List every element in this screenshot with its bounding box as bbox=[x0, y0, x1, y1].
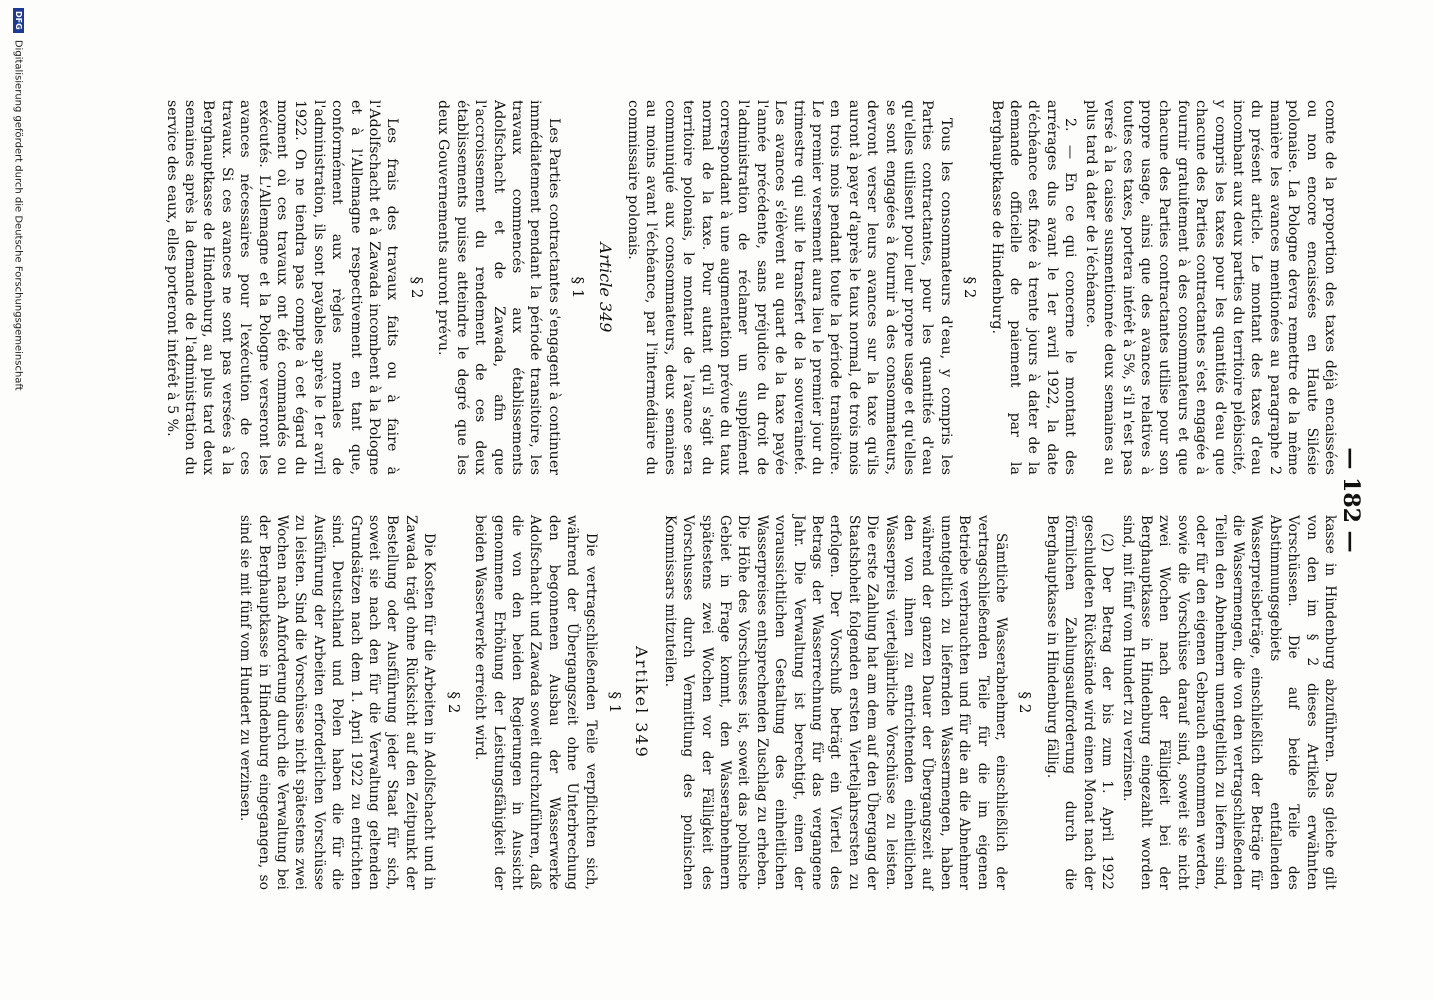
french-article-heading: Article 349 bbox=[595, 242, 615, 333]
french-intro-paragraph: comte de la proportion des taxes déjà encaissées ou non encore encaissées en Haute Silésie polonaise. La Pologne devra remettre de la même manière les avances mentionées au paragraphe 2 du présent article. Le montant des taxes d'eau incombant aux deux parties du territoire plébiscité, y compris les taxes pour les quantités d'eau que chacune des Parties contractantes s'est engagée à fournir gratuitement à des consommateurs et que chacune des Parties contractantes utilise pour son propre usage, ainsi que des avances relatives à toutes ces taxes, portera intérêt à 5%, s'il n'est pas versé à la caisse susmentionnée deux semaines au plus tard à dater de l'échéance. bbox=[1082, 100, 1338, 475]
french-column bbox=[160, 100, 1339, 475]
french-article-section-1-heading: § 1 bbox=[569, 276, 588, 299]
german-paragraph-2: (2) Der Betrag der bis zum 1. April 1922 geschuldeten Rückstände wird einen Monat nach der förmlichen Zahlungsaufforderung durch die Berghauptkasse in Hindenburg fällig. bbox=[1043, 515, 1116, 890]
german-article-heading: Artikel 349 bbox=[632, 646, 652, 759]
german-article-section-1-text: Die vertragschließenden Teile verpflichten sich, während der Übergangszeit ohne Unterbrechung den begonnenen Ausbau der Wasserwerke Adolfschacht und Zawada soweit durchzuführen, daß die von den beiden Regierungen in Aussicht genommene Erhöhung der Leistungsfähigkeit der beiden Wasserwerke erreicht wird. bbox=[472, 515, 599, 890]
german-section-2-heading: § 2 bbox=[1016, 691, 1035, 714]
german-article-section-2-heading: § 2 bbox=[444, 691, 463, 714]
page-number: — 182 — bbox=[1338, 447, 1364, 553]
german-article-section-2-text: Die Kosten für die Arbeiten in Adolfschacht und in Zawada trägt ohne Rücksicht auf den Zeitpunkt der Bestellung oder Ausführung jeder Staat für sich, soweit sie nach den für die Verwaltung geltenden Grundsätzen nach dem 1. April 1922 zu entrichten sind. Deutschland und Polen haben die für die Ausführung der Arbeiten erforderlichen Vorschüsse zu leisten. Sind die Vorschüsse nicht spätestens zwei Wochen nach Anforderung durch die Verwaltung bei der Berghauptkasse in Hindenburg eingegangen, so sind sie mit fünf vom Hundert zu verzinsen. bbox=[237, 515, 438, 890]
french-paragraph-2: 2. — En ce qui concerne le montant des arrérages dus avant le 1er avril 1922, la date d'échéance est fixée à trente jours à dater de la demande officielle de paiement par la Berghauptkasse de Hindenburg. bbox=[988, 100, 1079, 475]
french-section-2-heading: § 2 bbox=[961, 276, 980, 299]
french-article-section-2-text: Les frais des travaux faits ou à faire à l'Adolfschacht et à Zawada incombent à la Pologne et à l'Allemagne respectivement en tant que, conformément aux règles normales de l'administration, ils sont payables après le 1er avril 1922. On ne tiendra pas compte à cet égard du moment où ces travaux ont été commandés ou exécutés. L'Allemagne et la Pologne verseront les avances nécessaires pour l'exécution de ces travaux. Si ces avances ne sont pas versées à la Berghauptkasse de Hindenburg, au plus tard deux semaines après la demande de l'administration du service des eaux, elles porteront intérêt à 5 %. bbox=[163, 100, 401, 475]
dfg-logo: DFG bbox=[13, 8, 24, 33]
french-section-2-text: Tous les consommateurs d'eau, y compris les Parties contractantes, pour les quantités d'eau qu'elles utilisent pour leur propre usage et qu'elles se sont engagées à fournir à des consommateurs, devront verser leurs avances sur la taxe qu'ils auront à payer d'après le taux normal, de trois mois en trois mois pendant toute la période transitoire. Le premier versement aura lieu le premier jour du trimestre qui suit le transfert de la souveraineté. Les avances s'élèvent au quart de la taxe payée l'année précédente, sans préjudice du droit de l'administration de réclamer un supplément correspondant à une augmentation prévue du taux normal de la taxe. Pour autant qu'il s'agit du territoire polonais, le montant de l'avance sera communiqué aux consommateurs, deux semaines au moins avant l'échéance, par l'intermédiaire du commissaire polonais. bbox=[624, 100, 954, 475]
credit-text: Digitalisierung gefördert durch die Deutsche Forschungsgemeinschaft bbox=[12, 39, 24, 391]
german-article-section-1-heading: § 1 bbox=[605, 691, 624, 714]
digitization-credit bbox=[13, 0, 25, 1000]
french-article-section-2-heading: § 2 bbox=[407, 276, 426, 299]
french-article-section-1-text: Les Parties contractantes s'engagent à continuer immédiatement pendant la période transitoire, les travaux commencés aux établissements Adolfschacht et de Zawada, afin que l'accroissement du rendement de ces deux établissements puisse atteindre le degré que les deux Gouvernements auront prévu. bbox=[435, 100, 562, 475]
german-section-2-text: Sämtliche Wasserabnehmer, einschließlich der vertragschließenden Teile für die im eigenen Betriebe verbrauchten und für die an die Abnehmer unentgeltlich zu liefernden Wassermengen, haben während der ganzen Dauer der Übergangszeit auf den von ihnen zu entrichtenden einheitlichen Wasserpreis vierteljährliche Vorschüsse zu leisten. Die erste Zahlung hat am dem auf den Übergang der Staatshoheit folgenden ersten Vierteljahrsersten zu erfolgen. Der Vorschuß beträgt ein Viertel des Betrags der Wasserrechnung für das vergangene Jahr. Die Verwaltung ist berechtigt, einen der voraussichtlichen Gestaltung des einheitlichen Wasserpreises entsprechenden Zuschlag zu erheben. Die Höhe des Vorschusses ist, soweit das polnische Gebiet in Frage kommt, den Wasserabnehmern spätestens zwei Wochen vor der Fälligkeit des Vorschusses durch Vermittlung des polnischen Kommissars mitzuteilen. bbox=[661, 515, 1010, 890]
german-intro-paragraph: kasse in Hindenburg abzuführen. Das gleiche gilt von den im § 2 dieses Artikels erwähnten Vorschüssen. Die auf beide Teile des Abstimmungsgebiets entfallenden Wasserpreisbeträge, einschließlich der Beträge für die Wassermengen, die von den vertragschließenden Teilen den Abnehmern unentgeltlich zu liefern sind, oder für den eigenen Gebrauch entnommen werden, sowie die Vorschüsse darauf sind, soweit sie nicht zwei Wochen nach der Fälligkeit bei der Berghauptkasse in Hindenburg eingezahlt worden sind, mit fünf vom Hundert zu verzinsen. bbox=[1119, 515, 1338, 890]
german-column bbox=[234, 515, 1339, 890]
